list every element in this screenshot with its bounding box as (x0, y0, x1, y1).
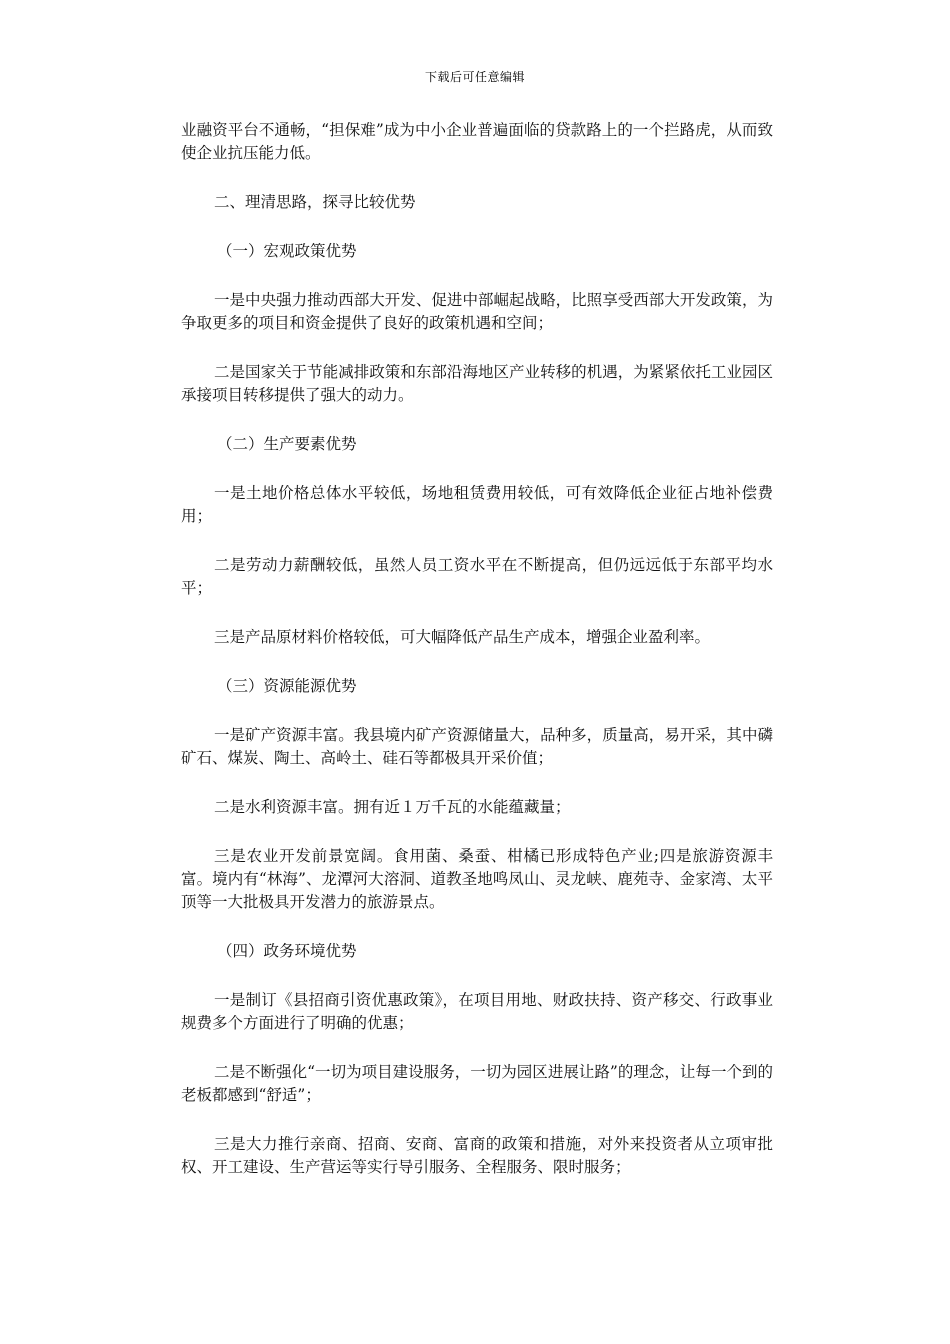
paragraph: 一是中央强力推动西部大开发、促进中部崛起战略，比照享受西部大开发政策，为争取更多的项目和资金提供了良好的政策机遇和空间； (181, 291, 773, 332)
subsection-heading: （四）政务环境优势 (217, 942, 357, 960)
document-body (181, 119, 773, 1205)
subsection-heading: （三）资源能源优势 (217, 677, 357, 695)
paragraph: 二是水利资源丰富。拥有近１万千瓦的水能蕴藏量； (214, 798, 571, 816)
subsection-heading: （二）生产要素优势 (217, 435, 357, 453)
paragraph: 二是劳动力薪酬较低，虽然人员工资水平在不断提高，但仍远远低于东部平均水平； (181, 556, 773, 597)
paragraph: 一是矿产资源丰富。我县境内矿产资源储量大，品种多，质量高，易开采，其中磷矿石、煤炭、陶土、高岭土、硅石等都极具开采价值； (181, 726, 773, 767)
section-heading: 二、理清思路，探寻比较优势 (214, 193, 416, 211)
paragraph: 三是产品原材料价格较低，可大幅降低产品生产成本，增强企业盈利率。 (214, 628, 711, 646)
paragraph: 业融资平台不通畅，“担保难”成为中小企业普遍面临的贷款路上的一个拦路虎，从而致使企业抗压能力低。 (181, 121, 773, 162)
paragraph: 一是制订《县招商引资优惠政策》，在项目用地、财政扶持、资产移交、行政事业规费多个方面进行了明确的优惠； (181, 991, 773, 1032)
page-header: 下载后可任意编辑 (424, 70, 525, 84)
paragraph: 二是国家关于节能减排政策和东部沿海地区产业转移的机遇，为紧紧依托工业园区承接项目转移提供了强大的动力。 (181, 363, 773, 404)
paragraph: 一是土地价格总体水平较低，场地租赁费用较低，可有效降低企业征占地补偿费用； (181, 484, 773, 525)
paragraph: 三是大力推行亲商、招商、安商、富商的政策和措施，对外来投资者从立项审批权、开工建设、生产营运等实行导引服务、全程服务、限时服务； (181, 1135, 773, 1176)
subsection-heading: （一）宏观政策优势 (217, 242, 357, 260)
paragraph: 二是不断强化“一切为项目建设服务，一切为园区进展让路”的理念，让每一个到的老板都感到“舒适”； (181, 1063, 773, 1104)
paragraph: 三是农业开发前景宽阔。食用菌、桑蚕、柑橘已形成特色产业;四是旅游资源丰富。境内有“林海”、龙潭河大溶洞、道教圣地鸣凤山、灵龙峡、鹿苑寺、金家湾、太平顶等一大批极具开发潜力的旅游景点。 (181, 847, 773, 911)
